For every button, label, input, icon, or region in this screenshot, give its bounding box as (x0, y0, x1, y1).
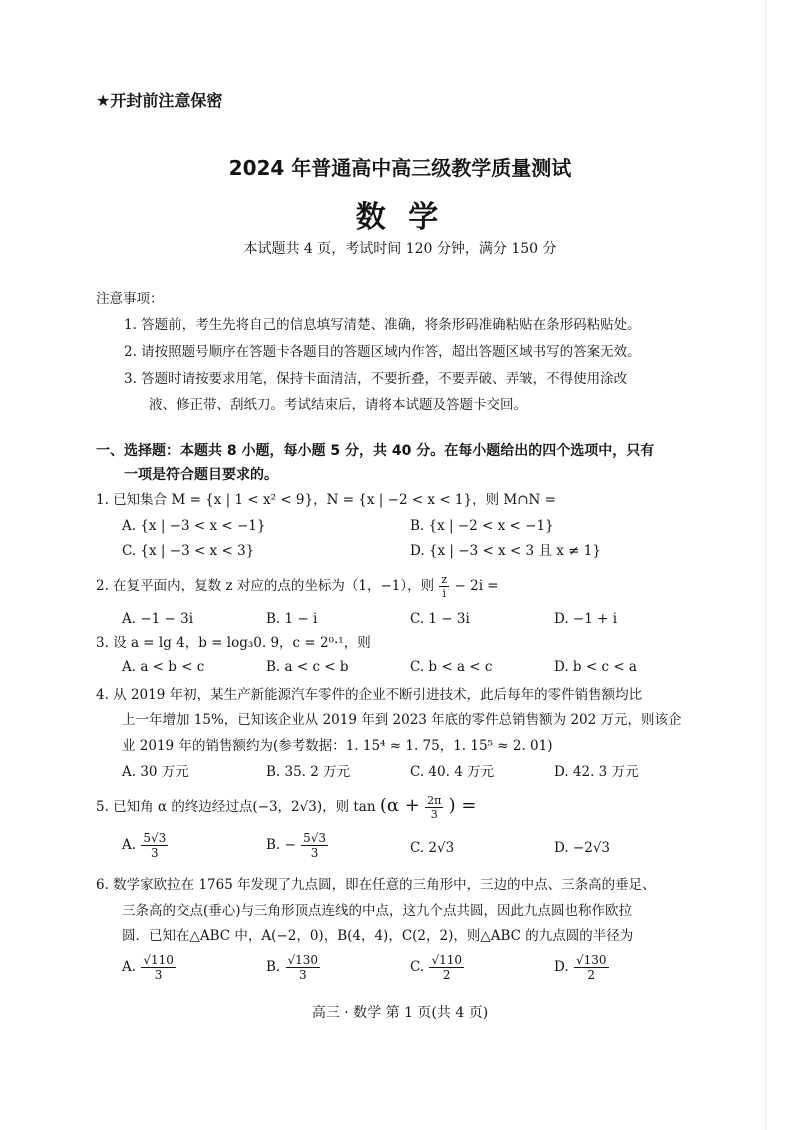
notice-item: 2. 请按照题号顺序在答题卡各题目的答题区域内作答，超出答题区域书写的答案无效。 (124, 344, 641, 360)
q1-option-a: A. {x | −3 < x < −1} (122, 518, 266, 534)
q6-option-d (554, 954, 610, 981)
notice-item: 3. 答题时请按要求用笔，保持卡面清洁，不要折叠，不要弄破、弄皱，不得使用涂改 (124, 371, 628, 387)
q6-option-c-label: C. (410, 959, 425, 975)
q2-fraction (439, 574, 449, 599)
q6-option-a (122, 954, 177, 981)
q6-option-d-numerator: √130 (575, 953, 607, 967)
subject-title: 数 学 (355, 200, 445, 235)
q2-stem-tail: − 2i = (454, 578, 499, 594)
notice-heading: 注意事项： (96, 291, 164, 307)
q5-paren-open: (α + (379, 795, 420, 816)
exam-title: 2024 年普通高中高三级教学质量测试 (228, 156, 572, 180)
q5-option-a-fraction (141, 832, 168, 859)
q6-option-b-label: B. (266, 959, 281, 975)
q6-option-a-numerator: √110 (143, 953, 174, 967)
q5-option-d: D. −2√3 (554, 840, 611, 856)
q6-option-b-denominator: 3 (298, 968, 307, 982)
q5-paren-close: ) = (448, 795, 477, 816)
q1-option-d: D. {x | −3 < x < 3 且 x ≠ 1} (410, 543, 601, 559)
q6-option-b-numerator: √130 (287, 953, 319, 967)
q6-option-b-fraction (286, 954, 321, 981)
q4-option-d: D. 42. 3 万元 (554, 764, 639, 780)
question-4-line: 上一年增加 15%，已知该企业从 2019 年到 2023 年底的零件总销售额为 202 万元，则该企 (122, 712, 682, 728)
q6-option-a-fraction (141, 954, 176, 981)
q6-option-c (410, 954, 465, 981)
q3-option-d: D. b < c < a (554, 659, 637, 675)
q6-option-b (266, 954, 321, 981)
q5-option-b-denominator: 3 (310, 846, 319, 860)
q5-option-a-numerator: 5√3 (143, 831, 167, 845)
q5-option-b-label: B. (266, 837, 281, 853)
notice-item: 1. 答题前，考生先将自己的信息填写清楚、准确，将条形码准确粘贴在条形码粘贴处。 (124, 317, 641, 333)
q4-option-b: B. 35. 2 万元 (266, 764, 351, 780)
question-6-line: 圆．已知在△ABC 中，A(−2，0)，B(4，4)，C(2，2)，则△ABC 的九点圆的半径为 (122, 928, 634, 944)
q5-option-b-sign: − (284, 837, 296, 853)
q6-option-a-label: A. (122, 959, 137, 975)
q6-option-c-fraction (429, 954, 464, 981)
question-6-line: 6. 数学家欧拉在 1765 年发现了九点圆，即在任意的三角形中，三边的中点、三条高的垂足、 (96, 877, 656, 893)
q3-option-a: A. a < b < c (122, 659, 205, 675)
question-4-line: 业 2019 年的销售额约为(参考数据：1. 15⁴ ≈ 1. 75，1. 15⁵ ≈ 2. 01) (122, 738, 553, 754)
q5-option-a (122, 832, 169, 859)
q4-option-c: C. 40. 4 万元 (410, 764, 495, 780)
q2-option-b: B. 1 − i (266, 611, 318, 627)
q6-option-d-denominator: 2 (587, 968, 596, 982)
q1-option-c: C. {x | −3 < x < 3} (122, 543, 255, 559)
question-5-stem (96, 795, 476, 820)
q5-option-b (266, 832, 329, 859)
notice-item: 液、修正带、刮纸刀。考试结束后，请将本试题及答题卡交回。 (149, 397, 527, 413)
q3-option-c: C. b < a < c (410, 659, 493, 675)
q5-option-b-fraction (301, 832, 328, 859)
q2-option-c: C. 1 − 3i (410, 611, 470, 627)
question-1-stem: 1. 已知集合 M = {x | 1 < x² < 9}，N = {x | −2 < x < 1}，则 M∩N = (96, 492, 556, 508)
q4-option-a: A. 30 万元 (122, 764, 189, 780)
q5-fraction (425, 795, 443, 820)
q2-stem-text: 2. 在复平面内，复数 z 对应的点的坐标为（1，−1），则 (96, 578, 435, 594)
q5-option-b-numerator: 5√3 (303, 831, 327, 845)
q6-option-c-numerator: √110 (431, 953, 462, 967)
q3-option-b: B. a < c < b (266, 659, 349, 675)
q2-option-a: A. −1 − 3i (122, 611, 194, 627)
q2-fraction-numerator: z (441, 573, 448, 586)
q5-stem-text: 5. 已知角 α 的终边经过点(−3，2√3)，则 tan (96, 799, 376, 815)
q5-option-c: C. 2√3 (410, 840, 455, 856)
q6-option-d-label: D. (554, 959, 569, 975)
question-6-line: 三条高的交点(垂心)与三角形顶点连线的中点，这九个点共圆，因此九点圆也称作欧拉 (122, 903, 633, 919)
page-footer: 高三 · 数学 第 1 页(共 4 页) (311, 1005, 489, 1021)
q5-option-a-denominator: 3 (150, 846, 159, 860)
q6-option-c-denominator: 2 (442, 968, 451, 982)
question-3-stem: 3. 设 a = lg 4，b = log₃0. 9，c = 2⁰·¹，则 (96, 635, 371, 651)
q5-fraction-denominator: 3 (430, 808, 438, 821)
section-heading-cont: 一项是符合题目要求的。 (124, 467, 278, 483)
question-4-line: 4. 从 2019 年初，某生产新能源汽车零件的企业不断引进技术，此后每年的零件销售额均比 (96, 687, 643, 703)
q5-option-a-label: A. (122, 837, 137, 853)
q5-fraction-numerator: 2π (427, 794, 442, 807)
q2-option-d: D. −1 + i (554, 611, 618, 627)
secret-mark: ★开封前注意保密 (96, 91, 223, 110)
q6-option-d-fraction (574, 954, 609, 981)
q2-fraction-denominator: i (442, 587, 447, 600)
exam-info: 本试题共 4 页，考试时间 120 分钟，满分 150 分 (243, 241, 557, 257)
q6-option-a-denominator: 3 (154, 968, 163, 982)
section-heading: 一、选择题：本题共 8 小题，每小题 5 分，共 40 分。在每小题给出的四个选项中，只有 (96, 443, 655, 459)
question-2-stem (96, 574, 499, 599)
q1-option-b: B. {x | −2 < x < −1} (410, 518, 554, 534)
